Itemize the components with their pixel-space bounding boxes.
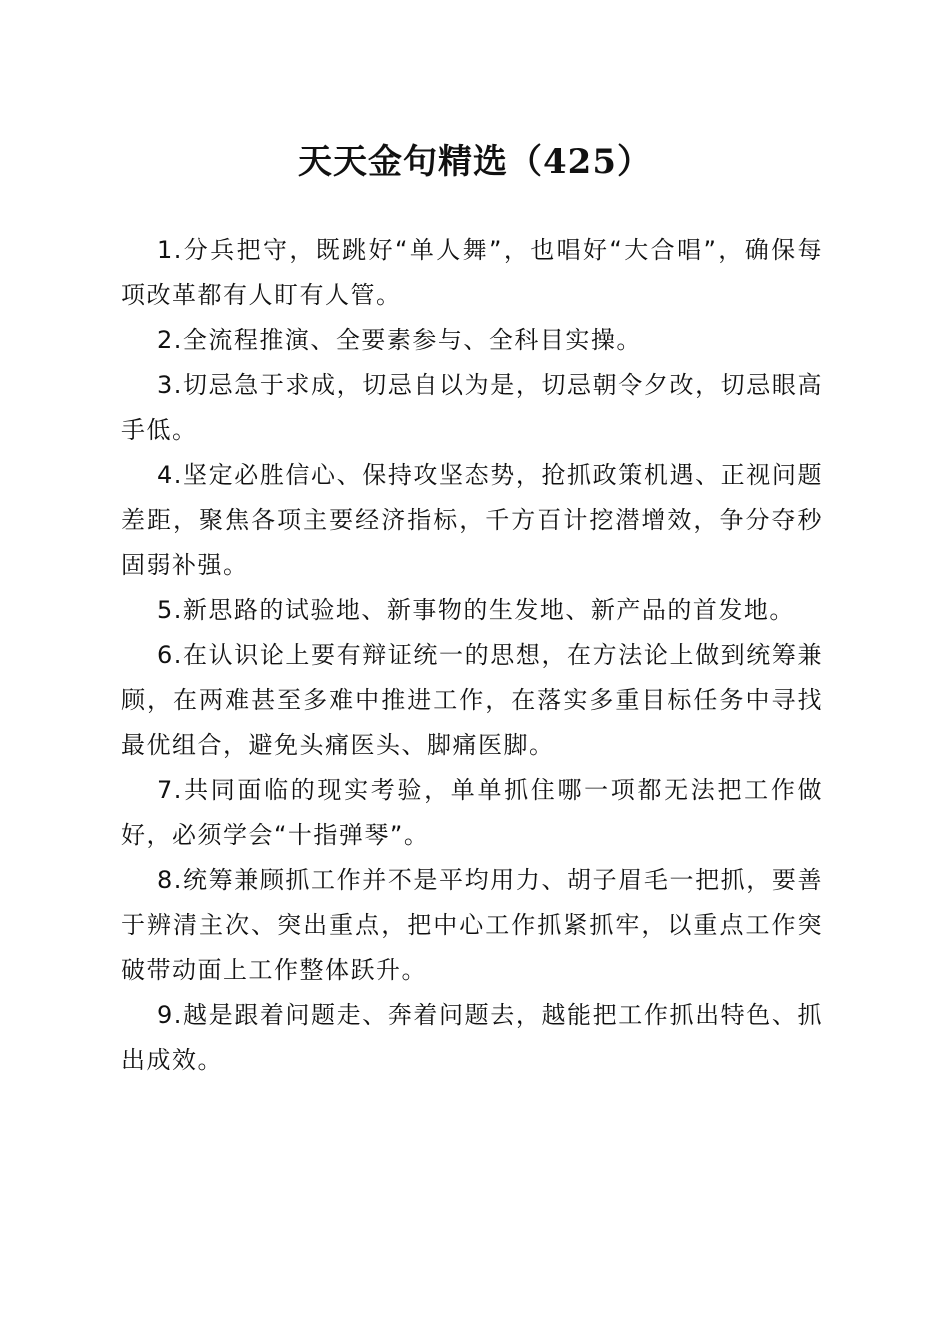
quote-item-2: 2.全流程推演、全要素参与、全科目实操。 [157,326,642,354]
quote-item-9: 9.越是跟着问题走、奔着问题去，越能把工作抓出特色、抓出成效。 [121,1001,823,1074]
quote-item-8: 8.统筹兼顾抓工作并不是平均用力、胡子眉毛一把抓，要善于辨清主次、突出重点，把中心工作抓紧抓牢，以重点工作突破带动面上工作整体跃升。 [121,866,823,984]
quote-item-1: 1.分兵把守，既跳好“单人舞”，也唱好“大合唱”，确保每项改革都有人盯有人管。 [121,236,823,309]
document-body [121,228,823,1083]
document-title: 天天金句精选（425） [298,142,652,182]
quote-item-5: 5.新思路的试验地、新事物的生发地、新产品的首发地。 [157,596,795,624]
quote-item-3: 3.切忌急于求成，切忌自以为是，切忌朝令夕改，切忌眼高手低。 [121,371,823,444]
quote-item-4: 4.坚定必胜信心、保持攻坚态势，抢抓政策机遇、正视问题差距，聚焦各项主要经济指标，千方百计挖潜增效，争分夺秒固弱补强。 [121,461,823,579]
quote-item-6: 6.在认识论上要有辩证统一的思想，在方法论上做到统筹兼顾，在两难甚至多难中推进工作，在落实多重目标任务中寻找最优组合，避免头痛医头、脚痛医脚。 [121,641,823,759]
quote-item-7: 7.共同面临的现实考验，单单抓住哪一项都无法把工作做好，必须学会“十指弹琴”。 [121,776,823,849]
